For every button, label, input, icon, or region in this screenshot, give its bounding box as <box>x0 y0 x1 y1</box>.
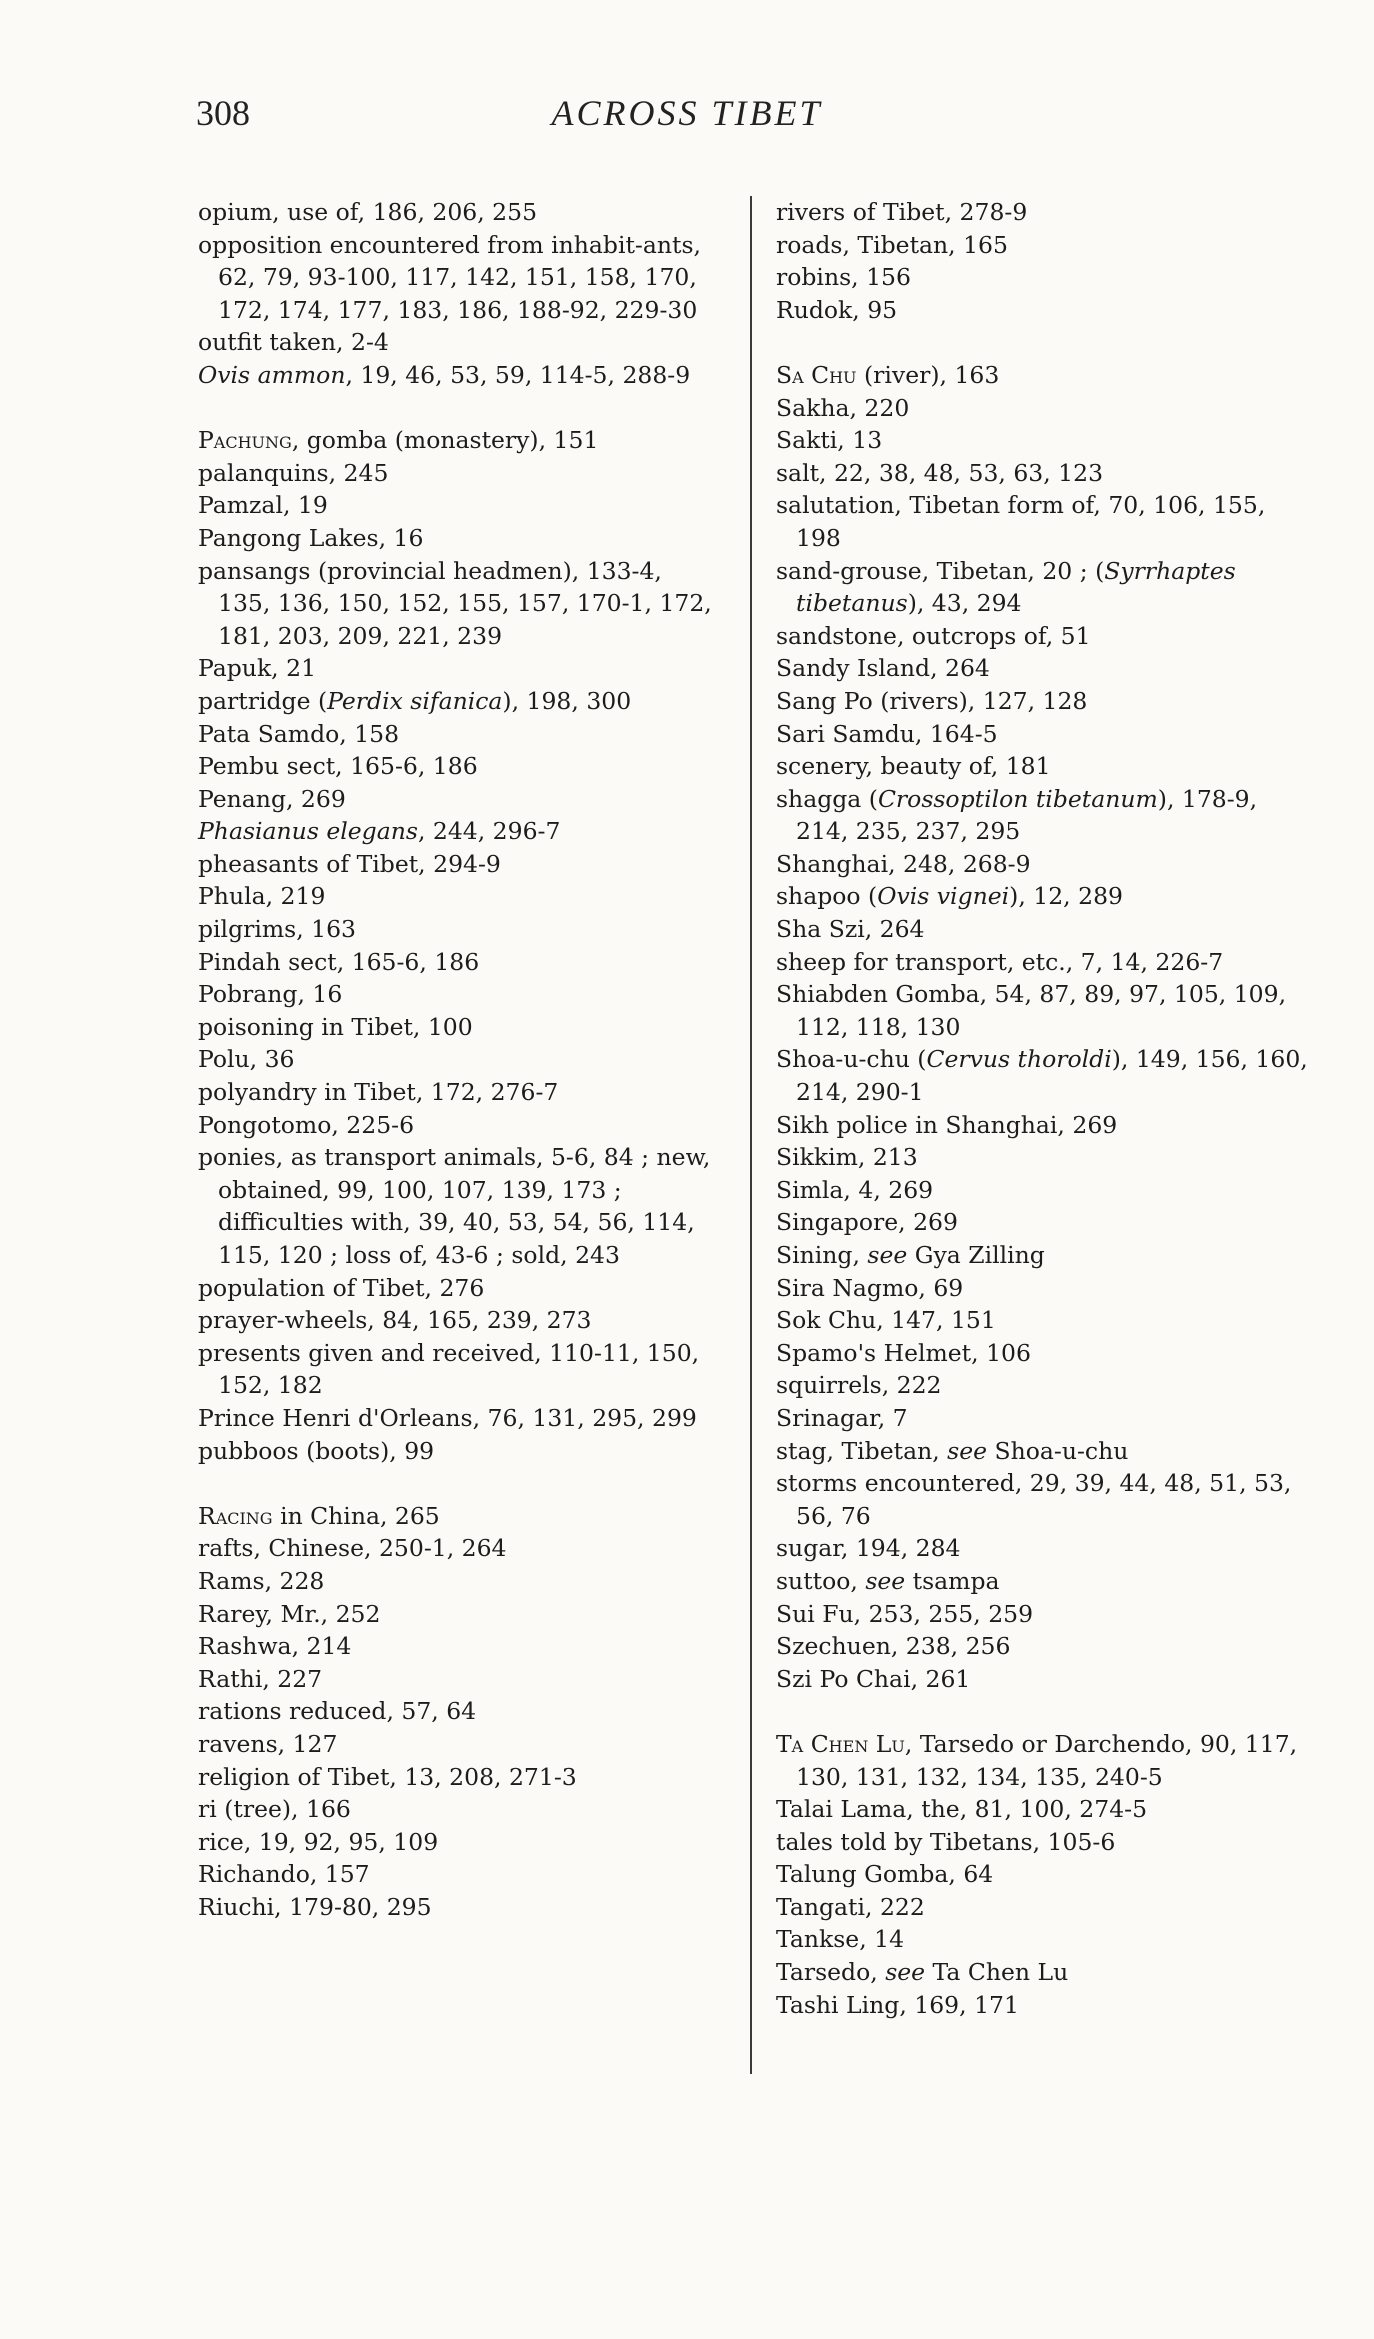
index-entry: Richando, 157 <box>198 1860 370 1889</box>
index-entry: polyandry in Tibet, 172, 276-7 <box>198 1078 559 1107</box>
index-entry: Singapore, 269 <box>776 1208 958 1237</box>
index-entry: Sui Fu, 253, 255, 259 <box>776 1599 1034 1628</box>
running-head <box>0 92 1374 142</box>
index-gap <box>198 1467 718 1500</box>
index-gap <box>776 326 1316 359</box>
index-gap <box>776 1695 1316 1728</box>
index-entry: sand-grouse, Tibetan, 20 ; (Syrrhaptes tibetanus), 43, 294 <box>776 556 1236 618</box>
index-entry: Sikh police in Shanghai, 269 <box>776 1110 1118 1139</box>
index-entry: stag, Tibetan, see Shoa-u-chu <box>776 1436 1129 1465</box>
index-entry: Racing in China, 265 <box>198 1501 440 1530</box>
index-entry: opposition encountered from inhabit-ants, 62, 79, 93-100, 117, 142, 151, 158, 170, 172, 174, 177, 183, 186, 188-92, 229-30 <box>198 230 701 324</box>
index-entry: Tangati, 222 <box>776 1892 925 1921</box>
index-entry: sandstone, outcrops of, 51 <box>776 621 1091 650</box>
index-entry: partridge (Perdix sifanica), 198, 300 <box>198 686 632 715</box>
index-entry: Sakha, 220 <box>776 393 910 422</box>
index-entry: shagga (Crossoptilon tibetanum), 178-9, 214, 235, 237, 295 <box>776 784 1258 846</box>
index-entry: Sikkim, 213 <box>776 1143 918 1172</box>
index-entry: ri (tree), 166 <box>198 1795 351 1824</box>
index-entry: Sa Chu (river), 163 <box>776 360 1000 389</box>
index-entry: Sok Chu, 147, 151 <box>776 1306 996 1335</box>
index-entry: Rarey, Mr., 252 <box>198 1599 381 1628</box>
index-column-right <box>776 196 1316 2021</box>
index-entry: ponies, as transport animals, 5-6, 84 ; new, obtained, 99, 100, 107, 139, 173 ; difficulties with, 39, 40, 53, 54, 56, 114, 115, 120 ; loss of, 43-6 ; sold, 243 <box>198 1143 711 1269</box>
page-number: 308 <box>196 93 250 133</box>
index-entry: religion of Tibet, 13, 208, 271-3 <box>198 1762 577 1791</box>
index-entry: rice, 19, 92, 95, 109 <box>198 1827 439 1856</box>
index-entry: Tarsedo, see Ta Chen Lu <box>776 1958 1069 1987</box>
index-entry: sugar, 194, 284 <box>776 1534 961 1563</box>
index-entry: Sandy Island, 264 <box>776 654 990 683</box>
column-divider <box>750 196 752 2074</box>
index-entry: Pangong Lakes, 16 <box>198 523 424 552</box>
running-title: ACROSS TIBET <box>551 93 823 133</box>
index-entry: Rudok, 95 <box>776 295 898 324</box>
index-entry: Rams, 228 <box>198 1566 325 1595</box>
index-entry: salutation, Tibetan form of, 70, 106, 155, 198 <box>776 491 1266 552</box>
index-entry: Pachung, gomba (monastery), 151 <box>198 426 599 455</box>
index-entry: Pongotomo, 225-6 <box>198 1110 415 1139</box>
index-entry: Polu, 36 <box>198 1045 295 1074</box>
index-entry: Talung Gomba, 64 <box>776 1860 994 1889</box>
index-entry: palanquins, 245 <box>198 458 389 487</box>
index-entry: Shanghai, 248, 268-9 <box>776 849 1031 878</box>
index-entry: opium, use of, 186, 206, 255 <box>198 198 538 226</box>
index-entry: presents given and received, 110-11, 150, 152, 182 <box>198 1338 700 1400</box>
index-entry: squirrels, 222 <box>776 1371 942 1400</box>
index-entry: rations reduced, 57, 64 <box>198 1697 477 1726</box>
index-entry: Talai Lama, the, 81, 100, 274-5 <box>776 1795 1148 1824</box>
index-entry: pilgrims, 163 <box>198 915 357 944</box>
index-entry: Sari Samdu, 164-5 <box>776 719 998 748</box>
index-entry: Shiabden Gomba, 54, 87, 89, 97, 105, 109, 112, 118, 130 <box>776 980 1287 1041</box>
index-entry: prayer-wheels, 84, 165, 239, 273 <box>198 1306 592 1335</box>
index-entry: rivers of Tibet, 278-9 <box>776 198 1028 226</box>
index-entry: Sha Szi, 264 <box>776 915 925 944</box>
index-entry: Rathi, 227 <box>198 1664 323 1693</box>
index-entry: scenery, beauty of, 181 <box>776 752 1051 781</box>
index-entry: Simla, 4, 269 <box>776 1175 934 1204</box>
index-entry: Tashi Ling, 169, 171 <box>776 1990 1019 2019</box>
index-entry: Phasianus elegans, 244, 296-7 <box>198 817 561 846</box>
index-entry: Pobrang, 16 <box>198 980 343 1009</box>
index-entry: shapoo (Ovis vignei), 12, 289 <box>776 882 1123 911</box>
index-entry: Shoa-u-chu (Cervus thoroldi), 149, 156, 160, 214, 290-1 <box>776 1045 1308 1107</box>
index-gap <box>198 392 718 425</box>
index-entry: Pata Samdo, 158 <box>198 719 400 748</box>
index-entry: Pamzal, 19 <box>198 491 328 520</box>
index-entry: Pembu sect, 165-6, 186 <box>198 752 478 781</box>
index-entry: rafts, Chinese, 250-1, 264 <box>198 1534 507 1563</box>
index-entry: pansangs (provincial headmen), 133-4, 135, 136, 150, 152, 155, 157, 170-1, 172, 181, 203, 209, 221, 239 <box>198 556 712 650</box>
index-entry: Szi Po Chai, 261 <box>776 1664 971 1693</box>
index-entry: roads, Tibetan, 165 <box>776 230 1008 259</box>
index-entry: Sang Po (rivers), 127, 128 <box>776 686 1088 715</box>
index-entry: Riuchi, 179-80, 295 <box>198 1892 432 1921</box>
index-entry: Spamo's Helmet, 106 <box>776 1338 1031 1367</box>
index-entry: pubboos (boots), 99 <box>198 1436 435 1465</box>
index-entry: suttoo, see tsampa <box>776 1566 1000 1595</box>
index-entry: storms encountered, 29, 39, 44, 48, 51, 53, 56, 76 <box>776 1469 1292 1530</box>
index-entry: ravens, 127 <box>198 1729 338 1758</box>
index-entry: pheasants of Tibet, 294-9 <box>198 849 501 878</box>
index-entry: Tankse, 14 <box>776 1925 905 1954</box>
index-entry: Sira Nagmo, 69 <box>776 1273 964 1302</box>
index-column-left <box>198 196 718 1923</box>
index-entry: Papuk, 21 <box>198 654 317 683</box>
index-entry: Sining, see Gya Zilling <box>776 1241 1045 1269</box>
index-entry: Szechuen, 238, 256 <box>776 1632 1011 1661</box>
index-entry: tales told by Tibetans, 105-6 <box>776 1827 1116 1856</box>
index-entry: poisoning in Tibet, 100 <box>198 1012 473 1041</box>
index-entry: robins, 156 <box>776 263 911 292</box>
index-entry: Sakti, 13 <box>776 426 883 455</box>
index-entry: population of Tibet, 276 <box>198 1273 485 1302</box>
index-entry: Srinagar, 7 <box>776 1403 908 1432</box>
index-entry: Phula, 219 <box>198 882 326 911</box>
index-entry: Pindah sect, 165-6, 186 <box>198 947 480 976</box>
index-entry: outfit taken, 2-4 <box>198 328 389 357</box>
index-entry: salt, 22, 38, 48, 53, 63, 123 <box>776 458 1104 487</box>
index-entry: sheep for transport, etc., 7, 14, 226-7 <box>776 947 1224 976</box>
index-entry: Penang, 269 <box>198 784 346 813</box>
index-entry: Ta Chen Lu, Tarsedo or Darchendo, 90, 117, 130, 131, 132, 134, 135, 240-5 <box>776 1729 1298 1791</box>
index-entry: Prince Henri d'Orleans, 76, 131, 295, 299 <box>198 1403 697 1432</box>
index-entry: Rashwa, 214 <box>198 1632 352 1661</box>
index-entry: Ovis ammon, 19, 46, 53, 59, 114-5, 288-9 <box>198 360 691 389</box>
